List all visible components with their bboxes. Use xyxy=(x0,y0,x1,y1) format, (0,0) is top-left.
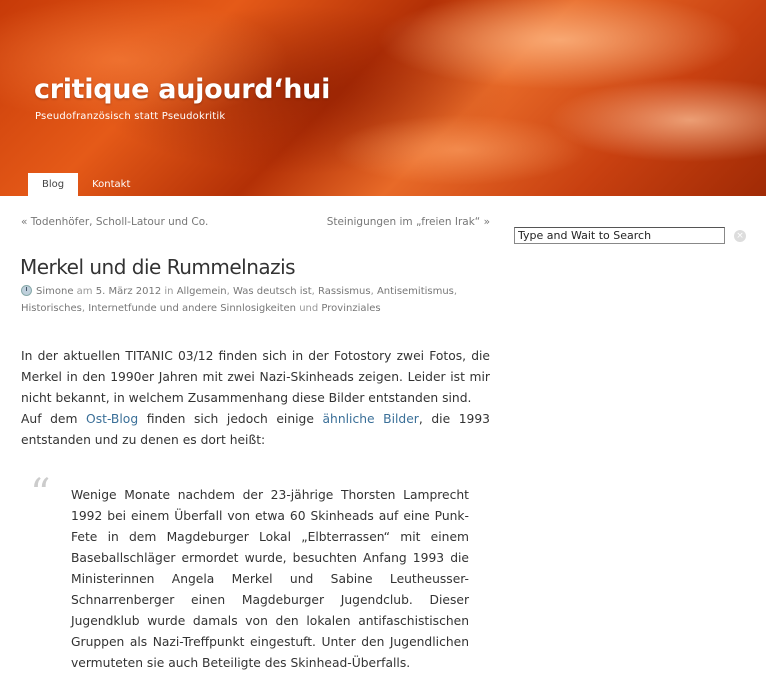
category-link[interactable]: Antisemitismus xyxy=(376,286,454,297)
main-nav xyxy=(28,173,144,196)
similar-images-link[interactable]: ähnliche Bilder xyxy=(322,412,419,426)
category-link[interactable]: Internetfunde und andere Sinnlosigkeiten xyxy=(88,302,297,314)
category-link[interactable]: Historisches xyxy=(21,302,82,314)
ost-blog-link[interactable]: Ost-Blog xyxy=(86,412,139,426)
quote-mark-icon: “ xyxy=(30,471,51,517)
search-input[interactable] xyxy=(514,227,725,244)
nav-tab-kontakt[interactable]: Kontakt xyxy=(92,179,131,190)
meta-und: und xyxy=(299,302,319,314)
post-date[interactable]: 5. März 2012 xyxy=(95,286,162,297)
meta-in: in xyxy=(164,286,174,297)
next-post-link[interactable]: Steinigungen im „freien Irak“ » xyxy=(326,216,490,228)
p2-start: Auf dem xyxy=(21,412,87,426)
paragraph-2 xyxy=(21,409,490,451)
post-meta: Simone am 5. März 2012 in Allgemein, Was deutsch ist, Rassismus, Antisemitismus, Historisches, Internetfunde und andere Sinnlosigkeiten und Provinziales xyxy=(21,286,458,314)
post-title[interactable]: Merkel und die Rummelnazis xyxy=(20,255,296,279)
author-link[interactable]: Simone xyxy=(36,286,74,297)
header-banner xyxy=(0,0,766,196)
clock-icon xyxy=(21,285,32,296)
category-link[interactable]: Allgemein xyxy=(176,286,227,297)
post-content xyxy=(21,346,490,451)
clear-search-icon[interactable]: × xyxy=(734,230,746,242)
p2-mid: finden sich jedoch einige xyxy=(138,412,323,426)
p2-end: , die 1993 entstanden und zu denen es dort heißt: xyxy=(21,412,490,447)
category-link[interactable]: Provinziales xyxy=(321,302,381,314)
prev-post-link[interactable]: « Todenhöfer, Scholl-Latour und Co. xyxy=(21,216,209,228)
meta-am: am xyxy=(76,286,93,297)
nav-tab-blog[interactable]: Blog xyxy=(28,173,78,196)
blockquote: Wenige Monate nachdem der 23-jährige Thorsten Lamprecht 1992 bei einem Überfall von etwa 60 Skinheads auf eine Punk-Fete in dem Magdeburger Lokal „Elbterrassen“ mit einem Baseballschläger ermordet wurde, besuchten Anfang 1993 die Ministerinnen Angela Merkel und Sabine Leutheusser-Schnarrenberger einen Magdeburger Jugendclub. Dieser Jugendklub wurde damals von den lokalen antifaschistischen Gruppen als Nazi-Treffpunkt eingestuft. Unter den Jugendlichen vermuteten sie auch Beteiligte des Skinhead-Überfalls. xyxy=(71,488,469,670)
category-link[interactable]: Was deutsch ist xyxy=(232,286,312,297)
site-title[interactable]: critique aujourd‘hui xyxy=(34,74,331,105)
site-tagline: Pseudofranzösisch statt Pseudokritik xyxy=(35,111,226,122)
paragraph-1: In der aktuellen TITANIC 03/12 finden sich in der Fotostory zwei Fotos, die Merkel in den 1990er Jahren mit zwei Nazi-Skinheads zeigen. Leider ist mir nicht bekannt, in welchem Zusammenhang diese Bilder entstanden sind. xyxy=(21,349,490,405)
category-link[interactable]: Rassismus xyxy=(318,286,371,297)
